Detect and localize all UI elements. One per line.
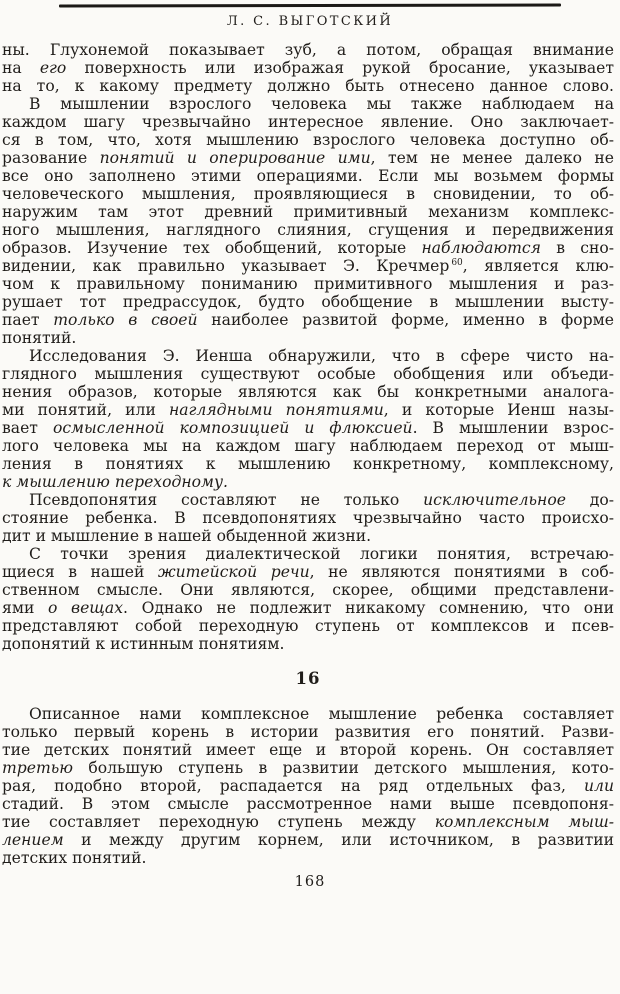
text-segment: большую ступень в развитии детского мышления, кото- xyxy=(73,759,614,777)
text-line xyxy=(2,185,614,203)
text-segment: до- xyxy=(565,491,614,509)
text-line xyxy=(2,239,614,257)
text-segment: поверхность или изображая рукой бросание, указывает xyxy=(66,59,614,77)
text-line xyxy=(2,849,614,867)
text-segment: тие детских понятий имеет еще и второй корень. Он составляет xyxy=(2,741,614,759)
text-segment: , не являются понятиями в соб- xyxy=(309,563,614,581)
text-segment: пает xyxy=(2,311,54,329)
text-column xyxy=(0,41,620,867)
text-segment: наглядными понятиями xyxy=(168,401,384,419)
text-line xyxy=(2,131,614,149)
text-line xyxy=(2,509,614,527)
text-line xyxy=(2,705,614,723)
text-segment: вает xyxy=(2,419,53,437)
text-segment: рая, подобно второй, распадается на ряд отдельных фаз, xyxy=(2,777,584,795)
text-segment: наблюдаются xyxy=(421,239,541,257)
text-line xyxy=(2,311,614,329)
paragraph xyxy=(2,545,614,653)
text-segment: С точки зрения диалектической логики понятия, встречаю- xyxy=(29,545,614,563)
page-number: 168 xyxy=(294,874,326,890)
text-segment: Исследования Э. Иенша обнаружили, что в сфере чисто на- xyxy=(29,347,614,365)
text-line xyxy=(2,41,614,59)
text-segment: лого человека мы на каждом шагу наблюдаем переход от мыш- xyxy=(2,437,614,455)
text-segment: . Однако не подлежит никакому сомнению, что они xyxy=(123,599,614,617)
text-segment: разование xyxy=(2,149,100,167)
text-segment: чом к правильному пониманию примитивного мышления и раз- xyxy=(2,275,614,293)
text-line xyxy=(2,759,614,777)
text-segment: исключительное xyxy=(423,491,566,509)
text-segment: , тем не менее далеко не xyxy=(370,149,614,167)
text-line xyxy=(2,275,614,293)
text-line xyxy=(2,491,614,509)
text-line xyxy=(2,599,614,617)
page-header xyxy=(0,4,620,29)
text-segment: и между другим корнем, или источником, в развитии xyxy=(63,831,614,849)
text-line xyxy=(2,59,614,77)
text-segment: ся в том, что, хотя мышлению взрослого человека доступно об- xyxy=(2,131,614,149)
text-segment: или xyxy=(583,777,614,795)
text-segment: образов. Изучение тех обобщений, которые xyxy=(2,239,422,257)
text-segment: о вещах xyxy=(47,599,123,617)
book-page xyxy=(0,4,620,994)
text-segment: нения образов, которые являются как бы конкретными аналога- xyxy=(2,383,614,401)
text-segment: допонятий к истинным понятиям. xyxy=(2,635,285,653)
header-rule xyxy=(59,3,561,7)
text-segment: ми понятий, или xyxy=(2,401,169,419)
text-segment: его xyxy=(39,59,67,77)
text-line xyxy=(2,617,614,635)
text-segment: глядного мышления существуют особые обобщения или объеди- xyxy=(2,365,614,383)
text-segment: ны. Глухонемой показывает зуб, а потом, обращая внимание xyxy=(2,41,614,59)
text-segment: , является клю- xyxy=(462,257,614,275)
text-line xyxy=(2,257,614,275)
section-number: 16 xyxy=(295,669,321,688)
text-line xyxy=(2,437,614,455)
text-segment: ственном смысле. Они являются, скорее, общими представлени- xyxy=(2,581,614,599)
paragraph xyxy=(2,705,614,867)
paragraph xyxy=(2,491,614,545)
text-segment: все оно заполнено этими операциями. Если мы возьмем формы xyxy=(2,167,614,185)
footnote-reference: 60 xyxy=(451,257,463,268)
text-segment: осмысленной композицией и флюксией xyxy=(52,419,413,437)
text-segment: человеческого мышления, проявляющиеся в сновидении, то об- xyxy=(2,185,614,203)
text-segment: дит и мышление в нашей обыденной жизни. xyxy=(2,527,372,545)
text-segment: к мышлению переходному. xyxy=(2,473,228,491)
text-line xyxy=(2,777,614,795)
text-segment: ями xyxy=(2,599,48,617)
paragraph xyxy=(2,41,614,95)
text-line xyxy=(2,813,614,831)
text-segment: В мышлении взрослого человека мы также наблюдаем на xyxy=(29,95,614,113)
text-segment: комплексным мыш- xyxy=(434,813,614,831)
text-line xyxy=(2,365,614,383)
text-segment: только в своей xyxy=(53,311,198,329)
text-segment: на то, к какому предмету должно быть отнесено данное слово. xyxy=(2,77,614,95)
text-segment: стояние ребенка. В псевдопонятиях чрезвычайно часто происхо- xyxy=(2,509,614,527)
text-segment: понятий. xyxy=(2,329,77,347)
text-segment: наиболее развитой форме, именно в форме xyxy=(197,311,614,329)
text-line xyxy=(2,741,614,759)
text-line xyxy=(2,635,614,653)
text-segment: наружим там этот древний примитивный механизм комплекс- xyxy=(2,203,614,221)
text-line xyxy=(2,581,614,599)
text-line xyxy=(2,401,614,419)
text-line xyxy=(2,77,614,95)
text-line xyxy=(2,455,614,473)
text-segment: на xyxy=(2,59,40,77)
text-line xyxy=(2,347,614,365)
text-line xyxy=(2,383,614,401)
text-segment: щиеся в нашей xyxy=(2,563,158,581)
text-line xyxy=(2,95,614,113)
text-segment: ления в понятиях к мышлению конкретному, комплексному, xyxy=(2,455,614,473)
text-segment: Псевдопонятия составляют не только xyxy=(29,491,424,509)
text-segment: ного мышления, наглядного слияния, сгущения и передвижения xyxy=(2,221,614,239)
text-segment: понятий и оперирование ими xyxy=(99,149,371,167)
text-segment: . В мышлении взрос- xyxy=(412,419,614,437)
text-line xyxy=(2,831,614,849)
paragraph xyxy=(2,347,614,491)
text-segment: житейской речи xyxy=(157,563,310,581)
text-line xyxy=(2,473,614,491)
text-segment: тие составляет переходную ступень между xyxy=(2,813,435,831)
text-segment: каждом шагу чрезвычайно интересное явление. Оно заключает- xyxy=(2,113,614,131)
text-segment: детских понятий. xyxy=(2,849,147,867)
text-segment: , и которые Иенш назы- xyxy=(383,401,614,419)
text-line xyxy=(2,419,614,437)
running-header: Л. С. ВЫГОТСКИЙ xyxy=(226,14,394,29)
text-segment: третью xyxy=(2,759,74,777)
text-segment: Описанное нами комплексное мышление ребенка составляет xyxy=(29,705,614,723)
text-line xyxy=(2,723,614,741)
text-line xyxy=(2,293,614,311)
text-line xyxy=(2,167,614,185)
text-line xyxy=(2,113,614,131)
text-segment: рушает тот предрассудок, будто обобщение в мышлении высту- xyxy=(2,293,614,311)
text-line xyxy=(2,203,614,221)
text-line xyxy=(2,795,614,813)
text-line xyxy=(2,563,614,581)
text-segment: стадий. В этом смысле рассмотренное нами выше псевдопоня- xyxy=(2,795,614,813)
text-segment: представляют собой переходную ступень от комплексов и псев- xyxy=(2,617,614,635)
text-line xyxy=(2,545,614,563)
text-line xyxy=(2,329,614,347)
text-segment: только первый корень в истории развития его понятий. Разви- xyxy=(2,723,614,741)
text-segment: видении, как правильно указывает Э. Кречмер xyxy=(2,257,450,275)
text-segment: лением xyxy=(2,831,64,849)
paragraph xyxy=(2,95,614,347)
text-line xyxy=(2,149,614,167)
text-segment: в сно- xyxy=(540,239,614,257)
text-line xyxy=(2,221,614,239)
text-line xyxy=(2,527,614,545)
